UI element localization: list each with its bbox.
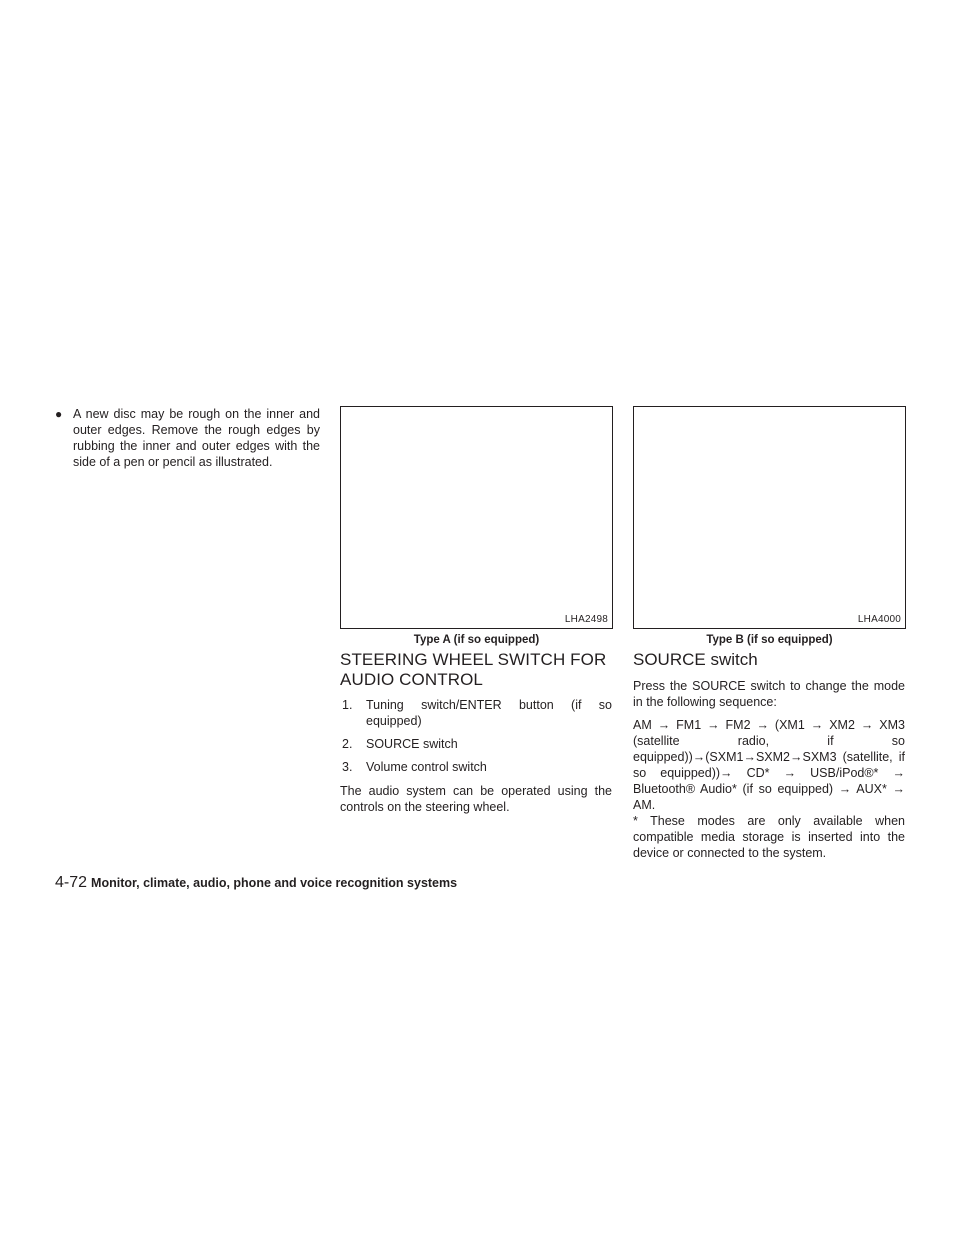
mode-sequence: AM → FM1 → FM2 → (XM1 → XM2 → XM3 (satellite radio, if so equipped))→(SXM1→SXM2→SXM3 (satellite, if so equipped))→ CD* → USB/iPod®* → Bluetooth® Audio* (if so equipped) → AUX* → AM. (633, 718, 905, 812)
figure-code: LHA4000 (857, 614, 901, 625)
list-item (340, 697, 612, 729)
list-number: 2. (342, 737, 353, 751)
numbered-list (340, 697, 612, 782)
bullet-item (55, 406, 320, 470)
figure-caption: Type A (if so equipped) (413, 634, 540, 646)
figure-type-b (633, 406, 906, 629)
footnote: * These modes are only available when compatible media storage is inserted into the device or connected to the system. (633, 814, 905, 860)
body-paragraph: Press the SOURCE switch to change the mode in the following sequence: (633, 679, 905, 709)
bullet-note (55, 406, 320, 470)
list-number: 3. (342, 760, 353, 774)
chapter-title: Monitor, climate, audio, phone and voice recognition systems (91, 876, 458, 890)
page-number: 4-72 (55, 874, 88, 891)
list-item (340, 759, 612, 775)
section-heading: SOURCE switch (633, 650, 758, 669)
list-item (340, 736, 612, 752)
figure-caption: Type B (if so equipped) (706, 634, 833, 646)
list-item-text: Volume control switch (366, 760, 487, 774)
figure-code: LHA2498 (564, 614, 608, 625)
list-item-text: Tuning switch/ENTER button (if so equipped) (366, 698, 612, 728)
section-heading: STEERING WHEEL SWITCH FOR AUDIO CONTROL (340, 650, 607, 689)
figure-type-a (340, 406, 613, 629)
page-footer (55, 874, 915, 892)
bullet-text: A new disc may be rough on the inner and outer edges. Remove the rough edges by rubbing the inner and outer edges with the side of a pen or pencil as illustrated. (73, 407, 320, 469)
body-paragraph: The audio system can be operated using the controls on the steering wheel. (340, 784, 612, 814)
list-number: 1. (342, 698, 353, 712)
bullet-icon: ● (55, 407, 63, 421)
list-item-text: SOURCE switch (366, 737, 458, 751)
